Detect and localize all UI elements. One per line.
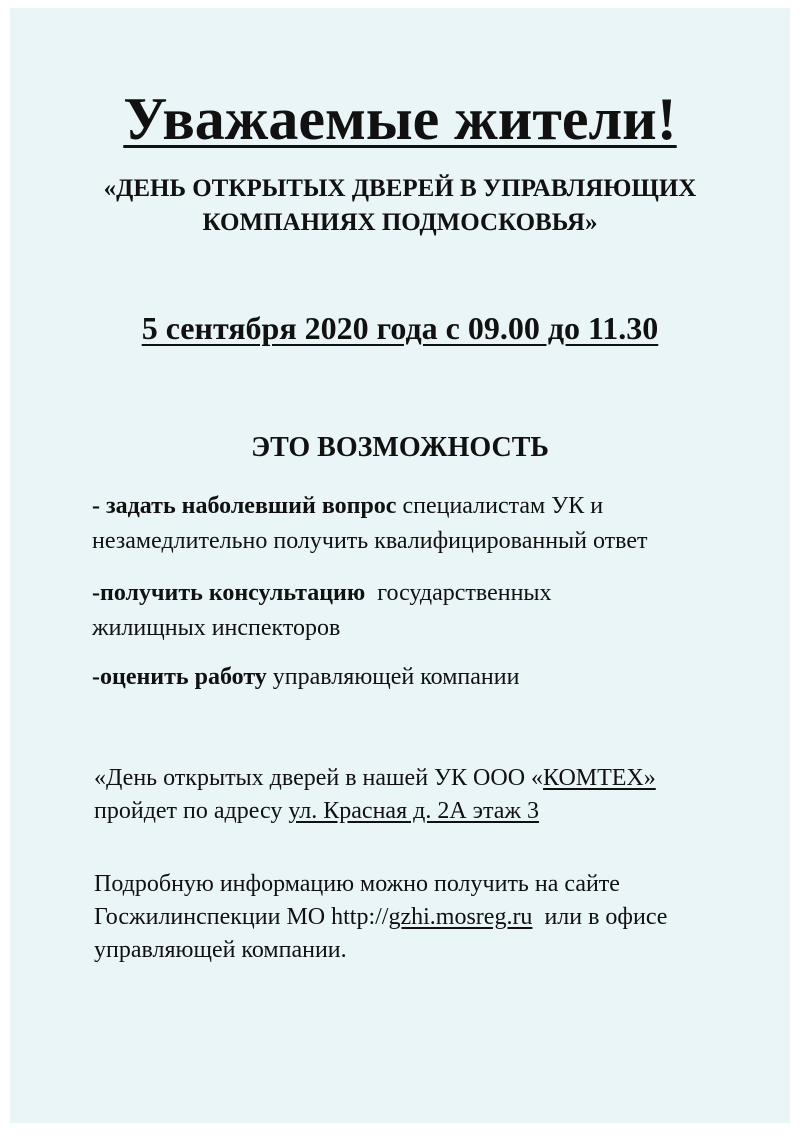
item-3-text: управляющей компании [266, 664, 520, 690]
company-name: КОМТЕХ» [543, 765, 656, 791]
item-2-text-line-2: жилищных инспекторов [92, 615, 341, 641]
subtitle-line-2: КОМПАНИЯХ ПОДМОСКОВЬЯ» [202, 209, 598, 236]
address-text: ул. Красная д. 2А этаж 3 [288, 798, 539, 824]
notice-sheet [10, 8, 790, 1123]
opportunity-heading: ЭТО ВОЗМОЖНОСТЬ [251, 432, 549, 463]
address-prefix: пройдет по адресу [94, 798, 289, 824]
item-1-text-line-2: незамедлительно получить квалифицированный ответ [92, 528, 648, 554]
opportunity-item-consultation [92, 576, 752, 646]
website-link[interactable]: gzhi.mosreg.ru [388, 904, 533, 930]
item-2-bold: -получить консультацию [92, 580, 366, 606]
item-1-text-line-1: специалистам УК и [396, 493, 604, 519]
info-line-2-prefix: Госжилинспекции МО http:// [94, 904, 389, 930]
info-line-3: управляющей компании. [94, 937, 347, 963]
event-subtitle [10, 172, 790, 240]
open-day-prefix: «День открытых дверей в нашей УК ООО « [94, 765, 544, 791]
info-paragraph [94, 868, 754, 967]
opportunity-item-evaluate [92, 660, 752, 695]
item-3-bold: -оценить работу [92, 664, 267, 690]
event-date: 5 сентября 2020 года с 09.00 до 11.30 [141, 310, 659, 346]
page-title: Уважаемые жители! [123, 86, 677, 152]
info-line-2-suffix: или в офисе [532, 904, 668, 930]
subtitle-line-1: «ДЕНЬ ОТКРЫТЫХ ДВЕРЕЙ В УПРАВЛЯЮЩИХ [103, 175, 697, 202]
item-2-text-line-1: государственных [365, 580, 552, 606]
open-day-paragraph [94, 762, 754, 828]
opportunity-item-ask-question [92, 489, 752, 559]
info-line-1: Подробную информацию можно получить на сайте [94, 871, 620, 897]
item-1-bold: - задать наболевший вопрос [92, 493, 397, 519]
